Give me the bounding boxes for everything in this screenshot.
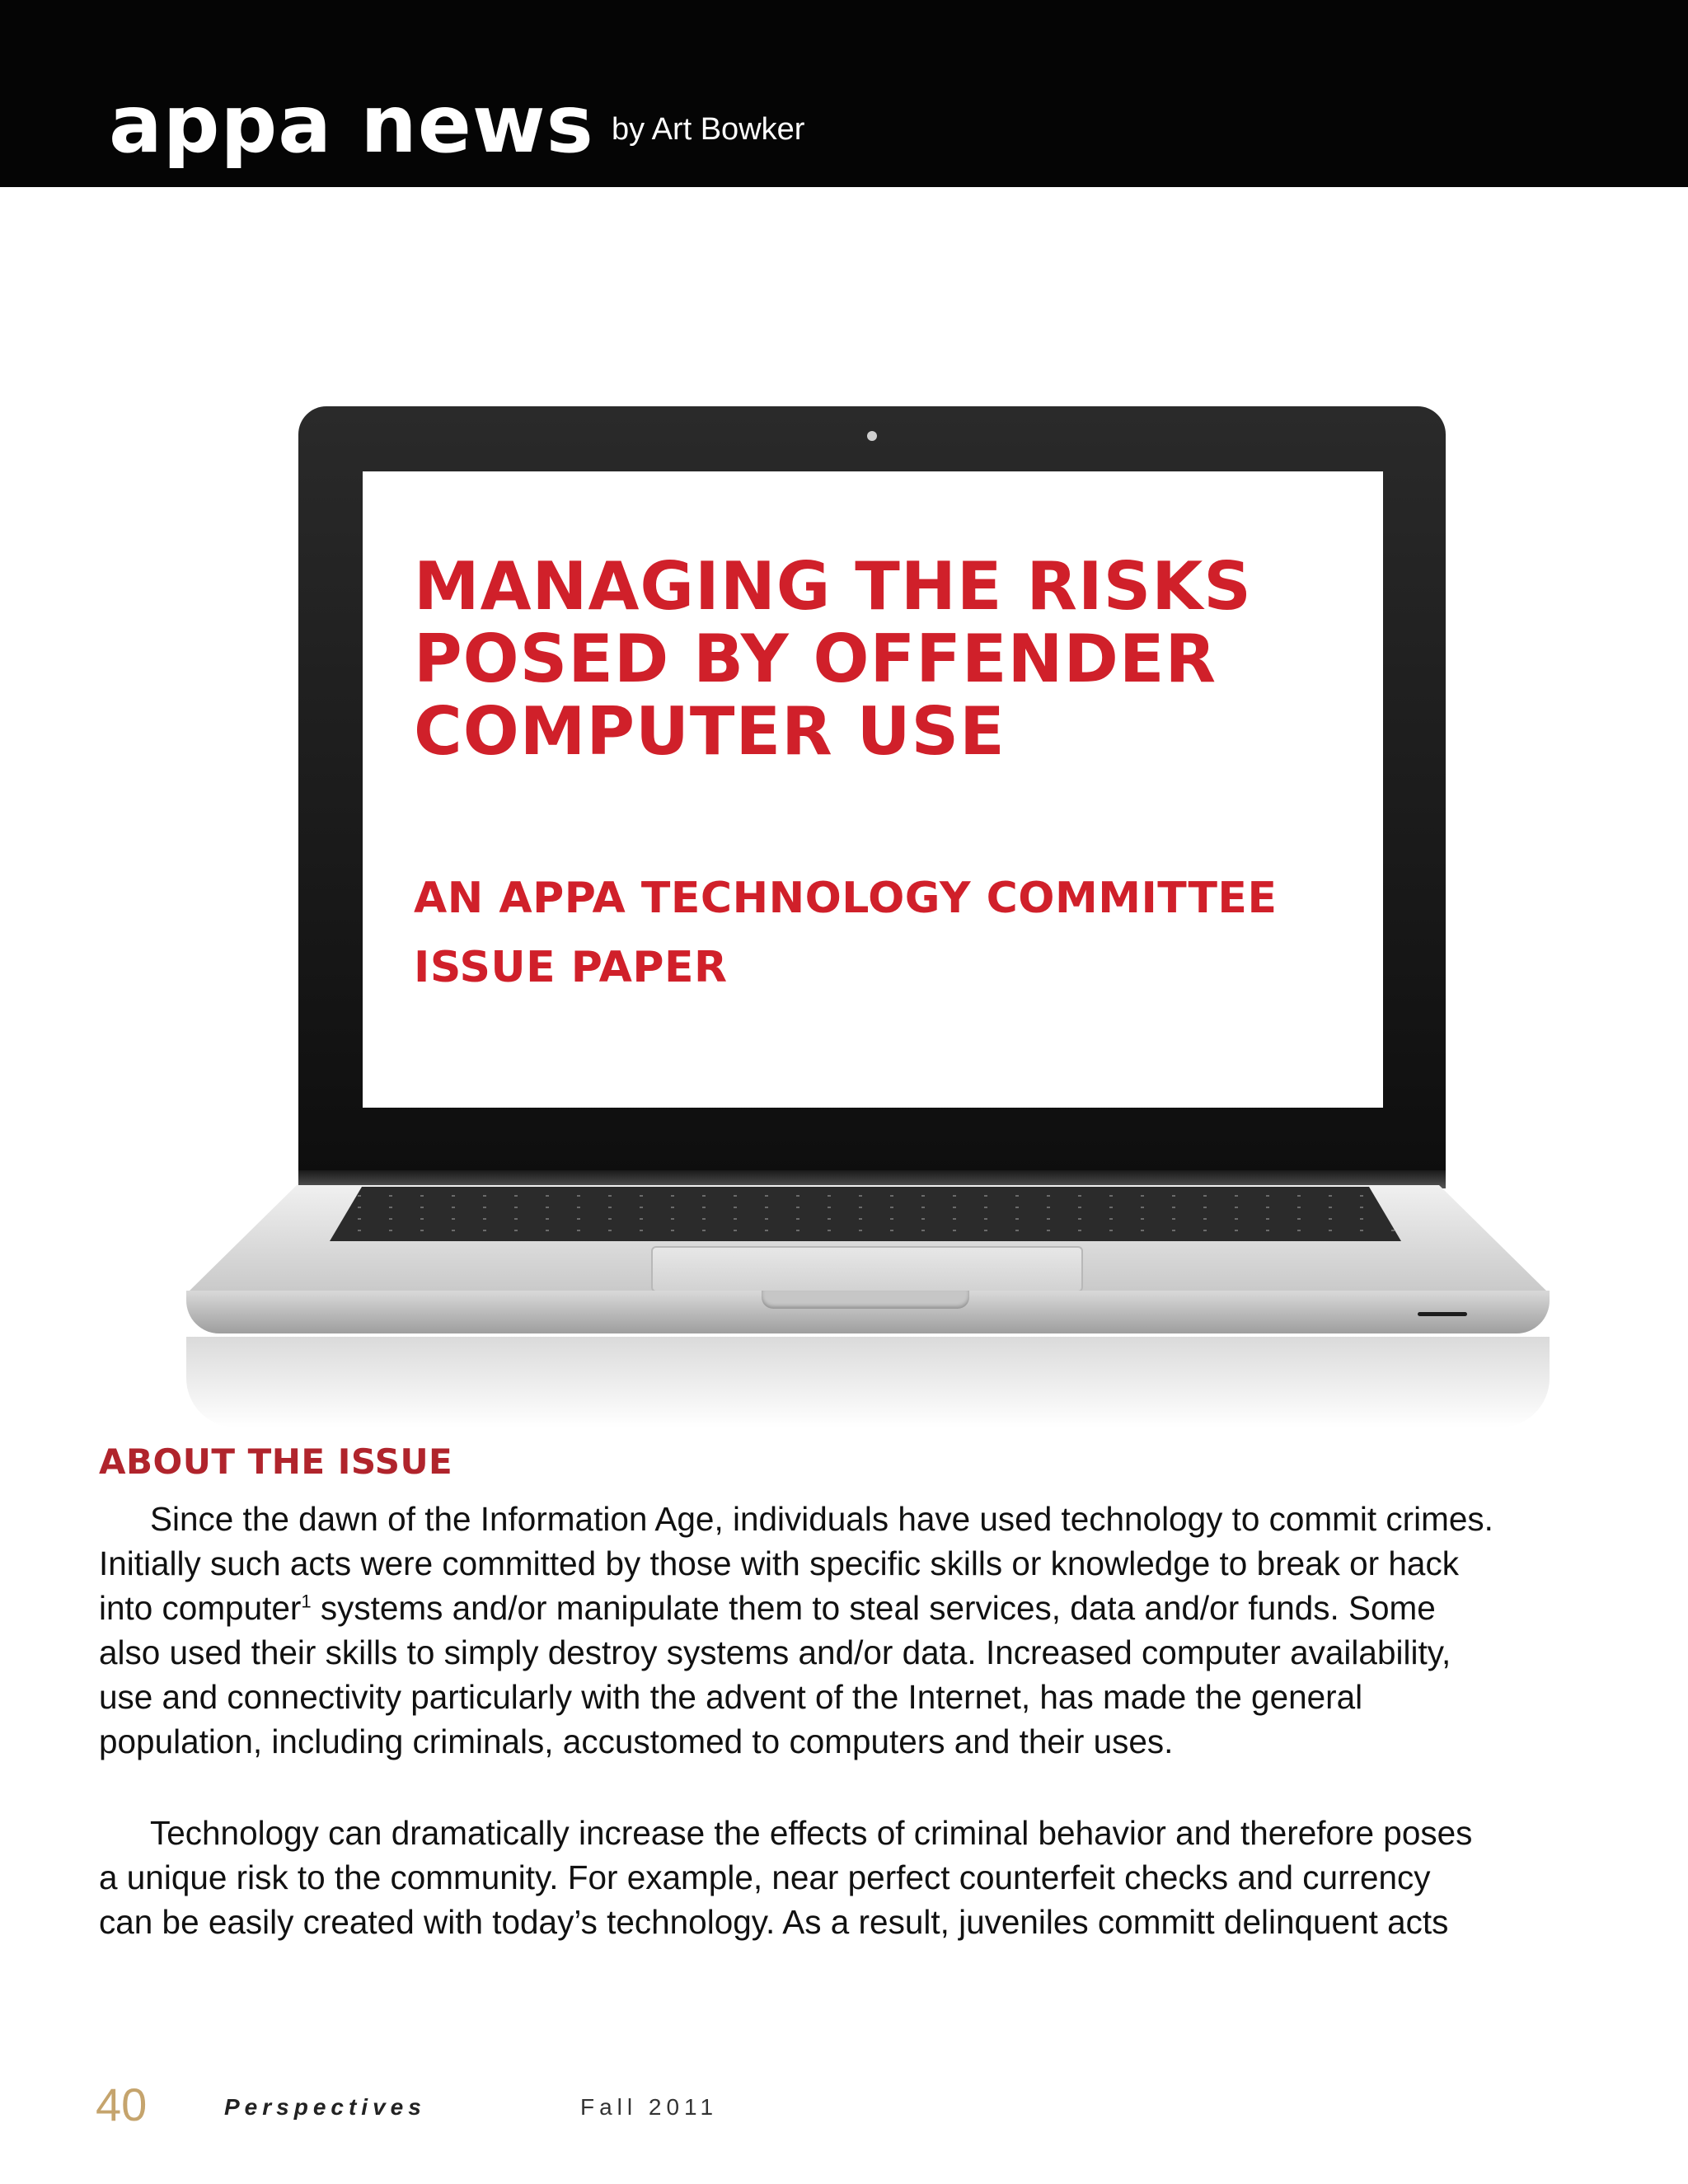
laptop-trackpad: [651, 1246, 1083, 1292]
screen-title-line: POSED BY OFFENDER: [414, 621, 1217, 697]
text-line: population, including criminals, accustomed to computers and their uses.: [99, 1722, 1174, 1760]
screen-subtitle-line: ISSUE PAPER: [414, 943, 728, 992]
paragraph-1: [99, 1497, 1599, 1764]
text-line: a unique risk to the community. For example, near perfect counterfeit checks and currency: [99, 1858, 1431, 1896]
screen-title-line: COMPUTER USE: [414, 693, 1006, 770]
byline: by Art Bowker: [612, 112, 805, 147]
text-line: can be easily created with today’s technology. As a result, juveniles committ delinquent acts: [99, 1903, 1449, 1941]
text-fragment: systems and/or manipulate them to steal services, data and/or funds. Some: [311, 1589, 1436, 1627]
text-line: Technology can dramatically increase the effects of criminal behavior and therefore poses: [150, 1814, 1473, 1852]
paragraph-2: [99, 1811, 1599, 1944]
magazine-name: Perspectives: [224, 2094, 426, 2120]
laptop-keyboard: [330, 1187, 1401, 1241]
page-number: 40: [96, 2079, 148, 2130]
screen-subtitle-line: AN APPA TECHNOLOGY COMMITTEE: [414, 874, 1278, 923]
screen-title-line: MANAGING THE RISKS: [414, 548, 1252, 625]
sleep-indicator-icon: [1418, 1312, 1467, 1316]
laptop-open-notch: [762, 1291, 969, 1309]
laptop-reflection: [186, 1337, 1550, 1427]
text-line: Initially such acts were committed by those with specific skills or knowledge to break or hack: [99, 1544, 1459, 1582]
screen-subtitle: [414, 864, 1353, 1002]
issue-date: Fall 2011: [580, 2094, 719, 2120]
section-heading: ABOUT THE ISSUE: [99, 1441, 453, 1482]
text-fragment: into computer: [99, 1589, 302, 1627]
text-line: also used their skills to simply destroy systems and/or data. Increased computer availability,: [99, 1633, 1451, 1671]
text-line: use and connectivity particularly with the advent of the Internet, has made the general: [99, 1678, 1363, 1716]
text-line: Since the dawn of the Information Age, individuals have used technology to commit crimes.: [150, 1500, 1493, 1538]
webcam-icon: [867, 431, 877, 441]
footnote-marker: 1: [301, 1591, 312, 1612]
section-title: appa news: [109, 78, 594, 171]
text-line: [99, 1586, 1599, 1630]
screen-title: [414, 548, 1353, 770]
